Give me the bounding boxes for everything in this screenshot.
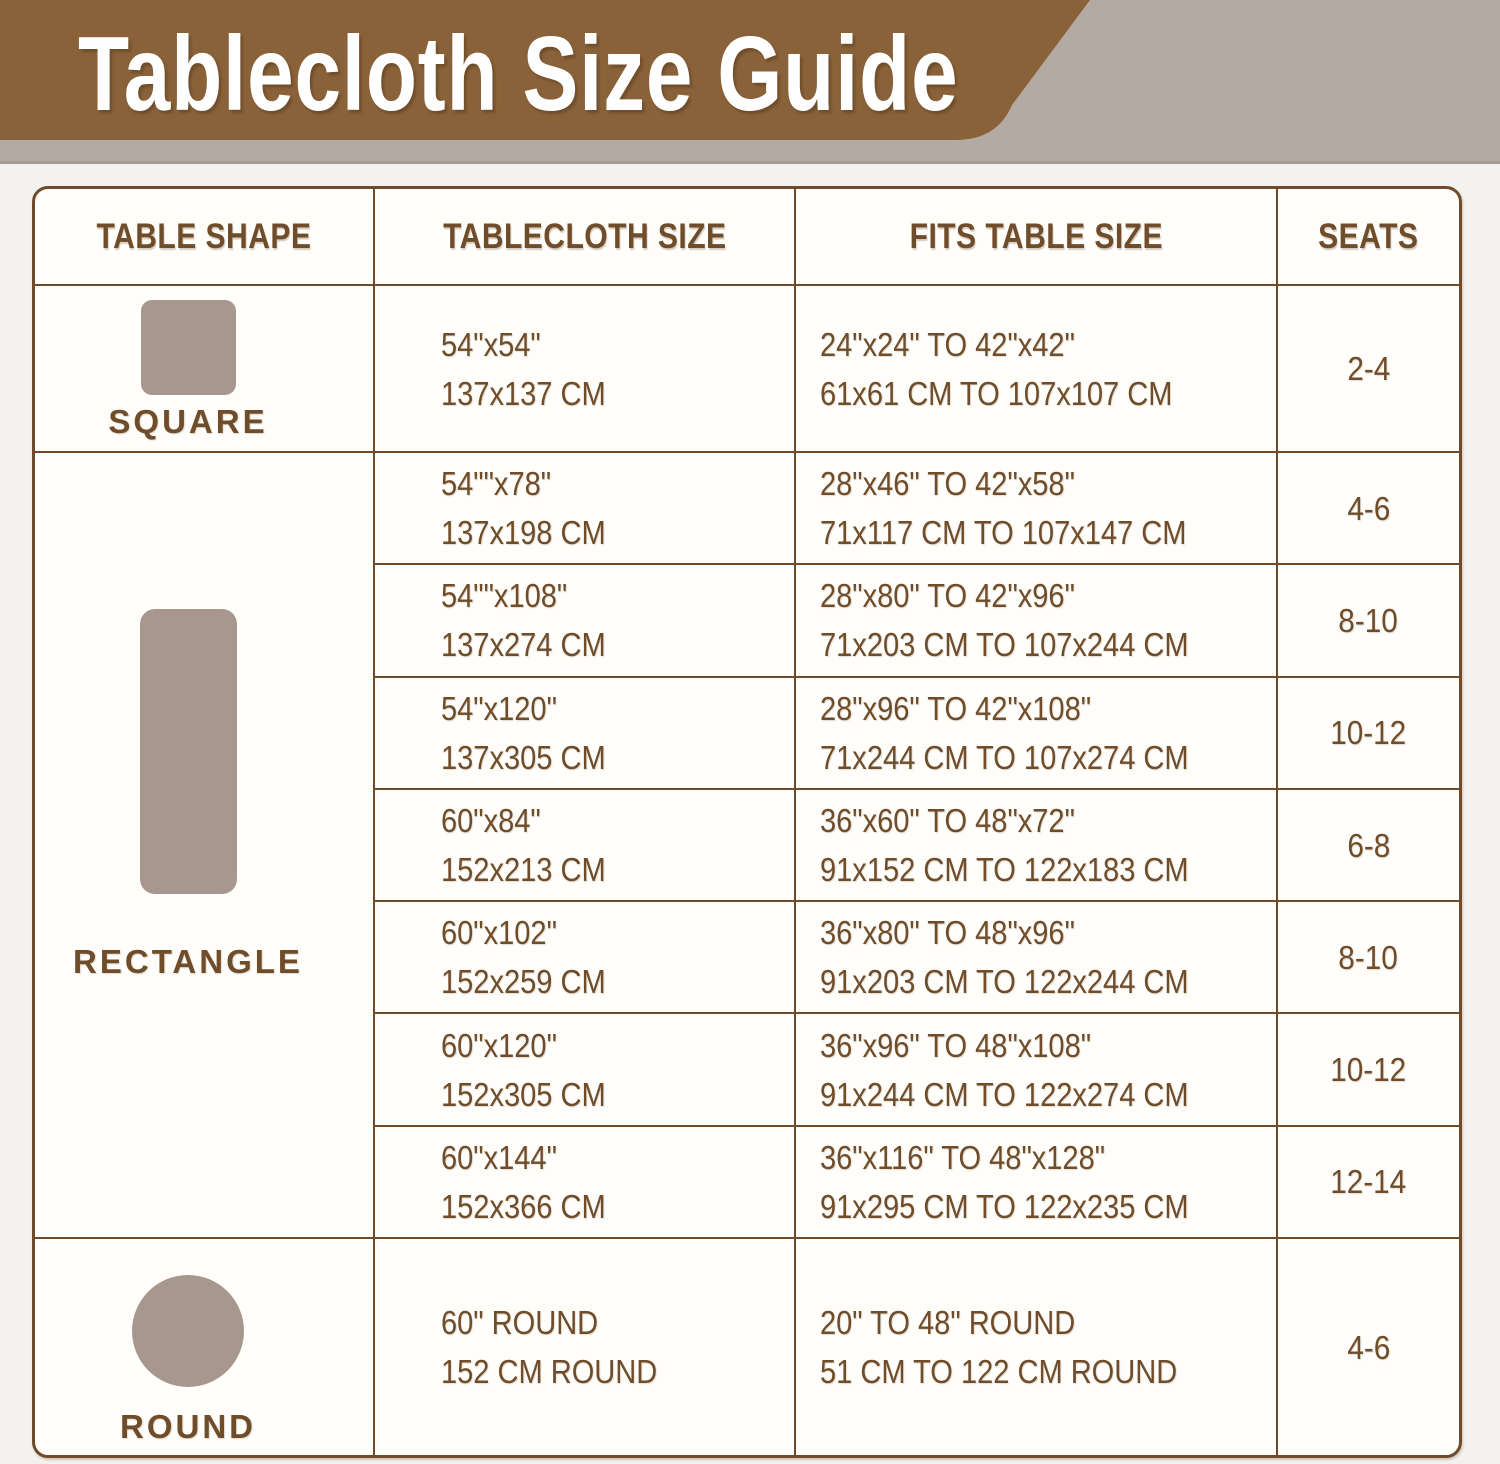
- cloth-size-cm: 152 CM ROUND: [441, 1353, 658, 1391]
- tablecloth-size-cell: [375, 286, 796, 453]
- tablecloth-size-cell: [375, 678, 796, 790]
- seats-value: 4-6: [1347, 1328, 1390, 1366]
- fits-size-inches: 36"x80" TO 48"x96": [820, 914, 1075, 952]
- cloth-size-inches: 54"x54": [441, 325, 541, 363]
- seats-cell: [1278, 790, 1459, 902]
- cloth-size-inches: 60"x120": [441, 1026, 557, 1064]
- shape-cell-square: [35, 286, 375, 453]
- seats-cell: [1278, 1014, 1459, 1126]
- size-guide-table: [32, 186, 1462, 1458]
- tablecloth-size-cell: [375, 902, 796, 1014]
- fits-table-size-cell: [796, 286, 1278, 453]
- tablecloth-size-cell: [375, 1127, 796, 1239]
- fits-table-size-cell: [796, 678, 1278, 790]
- fits-size-inches: 28"x96" TO 42"x108": [820, 689, 1092, 727]
- header-seats: [1278, 189, 1459, 286]
- fits-size-inches: 24"x24" TO 42"x42": [820, 325, 1075, 363]
- fits-size-inches: 20" TO 48" ROUND: [820, 1304, 1076, 1342]
- seats-value: 8-10: [1338, 601, 1399, 639]
- fits-table-size-cell: [796, 902, 1278, 1014]
- fits-size-cm: 91x152 CM TO 122x183 CM: [820, 851, 1189, 889]
- fits-table-size-cell: [796, 565, 1278, 677]
- cloth-size-inches: 54""x78": [441, 465, 552, 503]
- fits-size-cm: 91x203 CM TO 122x244 CM: [820, 963, 1189, 1001]
- cloth-size-cm: 152x213 CM: [441, 851, 606, 889]
- square-label: SQUARE: [108, 403, 268, 440]
- cloth-size-inches: 60"x102": [441, 914, 557, 952]
- tablecloth-size-cell: [375, 1014, 796, 1126]
- header-tablecloth-size-label: TABLECLOTH SIZE: [442, 216, 727, 256]
- cloth-size-inches: 60"x84": [441, 802, 541, 840]
- seats-value: 6-8: [1347, 826, 1390, 864]
- page-title: Tablecloth Size Guide: [78, 15, 959, 133]
- seats-value: 4-6: [1347, 489, 1390, 527]
- header-fits-table-size: [796, 189, 1278, 286]
- circle-icon: [132, 1275, 244, 1387]
- fits-size-cm: 71x117 CM TO 107x147 CM: [820, 514, 1187, 552]
- fits-size-cm: 51 CM TO 122 CM ROUND: [820, 1353, 1178, 1391]
- seats-value: 10-12: [1330, 714, 1407, 752]
- cloth-size-inches: 54"x120": [441, 689, 557, 727]
- tablecloth-size-cell: [375, 790, 796, 902]
- tablecloth-size-cell: [375, 1239, 796, 1455]
- shape-cell-rectangle: [35, 453, 375, 1239]
- fits-table-size-cell: [796, 1127, 1278, 1239]
- fits-size-inches: 36"x60" TO 48"x72": [820, 802, 1075, 840]
- seats-value: 2-4: [1347, 350, 1390, 387]
- fits-size-inches: 28"x80" TO 42"x96": [820, 577, 1075, 615]
- fits-size-inches: 28"x46" TO 42"x58": [820, 465, 1075, 503]
- header-fits-table-size-label: FITS TABLE SIZE: [909, 216, 1163, 256]
- fits-size-cm: 91x244 CM TO 122x274 CM: [820, 1075, 1189, 1113]
- seats-value: 10-12: [1330, 1051, 1407, 1089]
- cloth-size-inches: 60"x144": [441, 1138, 557, 1176]
- header-seats-label: SEATS: [1318, 216, 1419, 256]
- rectangle-label: RECTANGLE: [73, 943, 303, 980]
- seats-value: 12-14: [1330, 1163, 1407, 1201]
- fits-size-cm: 61x61 CM TO 107x107 CM: [820, 374, 1173, 412]
- seats-cell: [1278, 1239, 1459, 1455]
- fits-size-cm: 71x203 CM TO 107x244 CM: [820, 626, 1189, 664]
- seats-cell: [1278, 902, 1459, 1014]
- fits-table-size-cell: [796, 1239, 1278, 1455]
- fits-table-size-cell: [796, 453, 1278, 565]
- fits-size-cm: 71x244 CM TO 107x274 CM: [820, 738, 1189, 776]
- cloth-size-cm: 137x198 CM: [441, 514, 606, 552]
- tablecloth-size-cell: [375, 453, 796, 565]
- seats-cell: [1278, 678, 1459, 790]
- cloth-size-cm: 152x366 CM: [441, 1187, 606, 1225]
- cloth-size-cm: 137x137 CM: [441, 374, 606, 412]
- cloth-size-cm: 137x274 CM: [441, 626, 606, 664]
- seats-cell: [1278, 1127, 1459, 1239]
- fits-size-inches: 36"x96" TO 48"x108": [820, 1026, 1092, 1064]
- fits-table-size-cell: [796, 790, 1278, 902]
- fits-size-cm: 91x295 CM TO 122x235 CM: [820, 1187, 1189, 1225]
- cloth-size-cm: 152x259 CM: [441, 963, 606, 1001]
- header-tablecloth-size: [375, 189, 796, 286]
- cloth-size-inches: 54""x108": [441, 577, 568, 615]
- header-table-shape-label: TABLE SHAPE: [96, 216, 312, 256]
- shape-cell-round: [35, 1239, 375, 1455]
- seats-value: 8-10: [1338, 938, 1399, 976]
- seats-cell: [1278, 286, 1459, 453]
- cloth-size-cm: 137x305 CM: [441, 738, 606, 776]
- cloth-size-cm: 152x305 CM: [441, 1075, 606, 1113]
- cloth-size-inches: 60" ROUND: [441, 1304, 599, 1342]
- rectangle-icon: [140, 609, 237, 894]
- fits-table-size-cell: [796, 1014, 1278, 1126]
- tablecloth-size-cell: [375, 565, 796, 677]
- seats-cell: [1278, 565, 1459, 677]
- header-table-shape: [35, 189, 375, 286]
- round-label: ROUND: [120, 1408, 256, 1446]
- square-icon: [141, 300, 236, 395]
- seats-cell: [1278, 453, 1459, 565]
- fits-size-inches: 36"x116" TO 48"x128": [820, 1138, 1106, 1176]
